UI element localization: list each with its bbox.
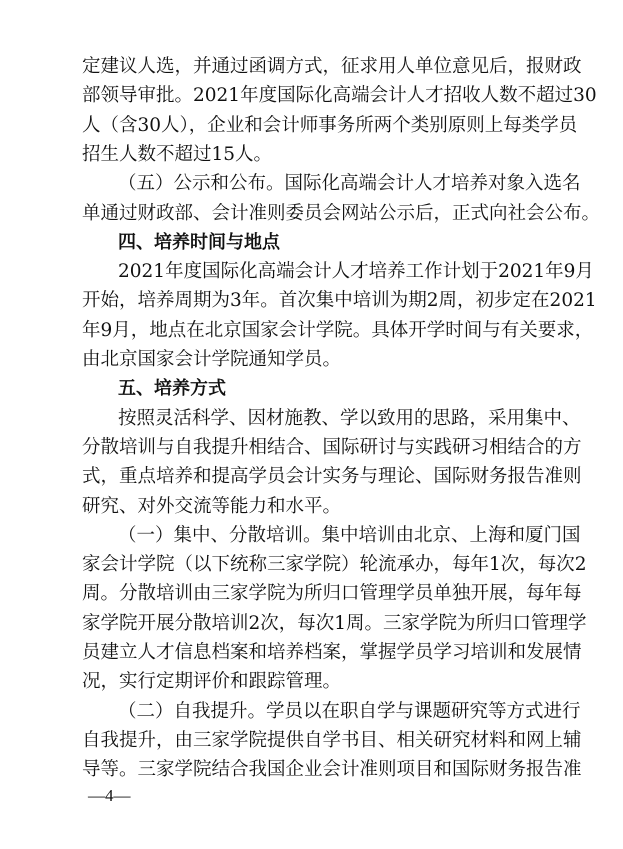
body-line-14: 分散培训与自我提升相结合、国际研讨与实践研习相结合的方 <box>82 436 582 458</box>
section-heading-5: 五、培养方式 <box>118 378 226 400</box>
body-line-23: （二）自我提升。学员以在职自学与课题研究等方式进行 <box>118 700 581 722</box>
body-line-2: 部领导审批。2021年度国际化高端会计人才招收人数不超过30 <box>82 85 597 107</box>
body-line-11: 由北京国家会计学院通知学员。 <box>82 349 342 370</box>
body-line-17: （一）集中、分散培训。集中培训由北京、上海和厦门国 <box>118 524 581 546</box>
body-line-9: 开始，培养周期为3年。首次集中培训为期2周，初步定在2021 <box>82 290 597 312</box>
section-heading-4: 四、培养时间与地点 <box>118 231 280 253</box>
body-line-5: （五）公示和公布。国际化高端会计人才培养对象入选名 <box>118 173 581 195</box>
body-line-1: 定建议人选，并通过函调方式，征求用人单位意见后，报财政 <box>82 56 582 77</box>
body-line-24: 自我提升，由三家学院提供自学书目、相关研究材料和网上辅 <box>82 729 582 751</box>
body-line-3: 人（含30人），企业和会计师事务所两个类别原则上每类学员 <box>82 114 578 136</box>
body-line-20: 家学院开展分散培训2次，每次1周。三家学院为所归口管理学 <box>82 612 587 634</box>
page-number: —4— <box>88 786 131 805</box>
body-line-13: 按照灵活科学、因材施教、学以致用的思路，采用集中、 <box>118 407 581 429</box>
body-line-4: 招生人数不超过15人。 <box>82 143 273 165</box>
body-line-25: 导等。三家学院结合我国企业会计准则项目和国际财务报告准 <box>82 759 582 781</box>
body-line-8: 2021年度国际化高端会计人才培养工作计划于2021年9月 <box>118 261 594 283</box>
body-line-10: 年9月，地点在北京国家会计学院。具体开学时间与有关要求， <box>82 319 594 341</box>
body-line-22: 况，实行定期评价和跟踪管理。 <box>82 671 342 693</box>
body-line-19: 周。分散培训由三家学院为所归口管理学员单独开展，每年每 <box>82 583 582 605</box>
body-line-18: 家会计学院（以下统称三家学院）轮流承办，每年1次，每次2 <box>82 554 587 576</box>
body-line-21: 员建立人才信息档案和培养档案，掌握学员学习培训和发展情 <box>82 642 582 663</box>
body-line-16: 研究、对外交流等能力和水平。 <box>82 495 342 517</box>
body-line-15: 式，重点培养和提高学员会计实务与理论、国际财务报告准则 <box>82 466 582 488</box>
body-line-6: 单通过财政部、会计准则委员会网站公示后，正式向社会公布。 <box>82 202 601 224</box>
